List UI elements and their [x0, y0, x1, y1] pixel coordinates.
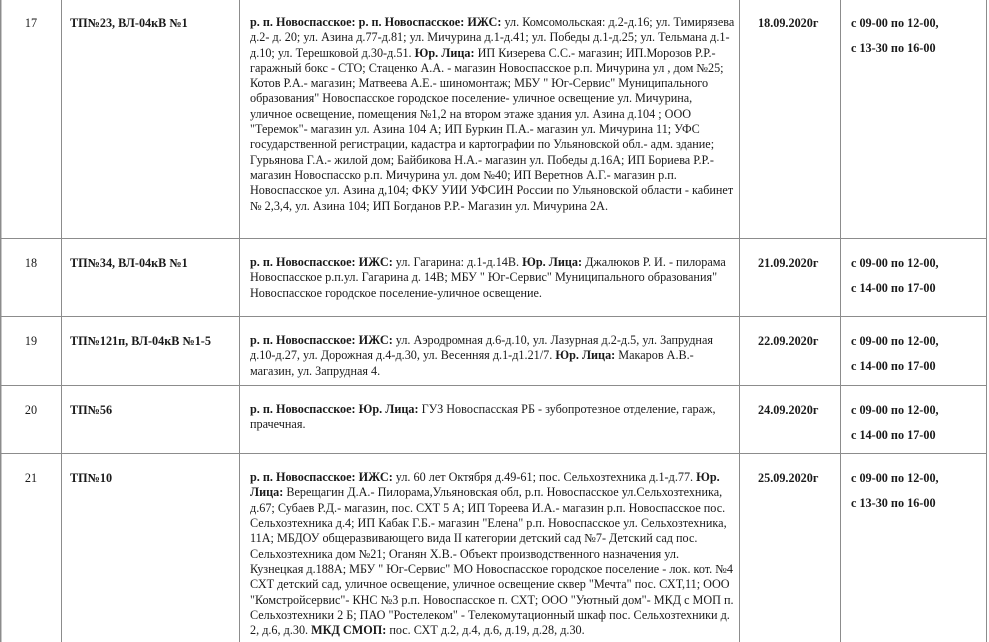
- address-text: ул. Аэродромная д.6-д.10, ул. Лазурная д.2-д.5, ул. Запрудная д.10-д.27, ул. Дорожная д.4-д.30, ул. Весенняя д.1-д1.21/7.: [250, 333, 713, 363]
- time-interval: с 14-00 по 17-00: [851, 427, 936, 442]
- table-row: [1, 317, 987, 386]
- address-text: Верещагин Д.А.- Пилорама,Ульяновская обл, р.п. Новоспасское ул.Сельхозтехника, д.67; Субаев Р.Д.- магазин, пос. СХТ 5 А; ИП Тореева И.А.- магазин р.п. Новоспасское пос. Сельхозтехника д.4; ИП Кабак Г.Б.- магазин "Елена" р.п. Новоспасское ул. Сельхозтехника, 11А; МБДОУ общеразвивающего вида II категории детский сад №7- Детский сад пос. Сельхозтехника дом №21; Оганян Х.В.- Объект производственного назначения ул. Кузнецкая д.188А; МБУ " Юг-Сервис" МО Новоспасское городское поселение - лок. кот. №4 СХТ детский сад, уличное освещение, уличное освещение сквер "Мечта" пос. СХТ,11; ООО "Комстройсервис"- КНС №3 р.п. Новоспасское п. СХТ; ООО "Уютный дом"- МКД с МОП п. Сельхозтехники 2 Б; ПАО "Ростелеком" - Телекомутационный шкаф пос. Сельхозтехники д. 2, д.6, д.30.: [250, 485, 734, 638]
- substation-line: ТП№10: [62, 454, 240, 642]
- table-row: [1, 0, 987, 239]
- address-text: ул. Комсомольская: д.2-д.16; ул. Тимирязева д.2- д. 20; ул. Азина д.77-д.81; ул. Мичурина д.1-д.41; ул. Победы д.1-д.25; ул. Тельмана д.1-д.10; ул. Терешковой д.30-д.51.: [250, 15, 735, 60]
- table-row: [1, 454, 987, 642]
- address-heading: Юр. Лица:: [250, 470, 720, 500]
- address-heading: р. п. Новоспасское: ИЖС:: [250, 333, 393, 347]
- address-text: ул. 60 лет Октября д.49-61; пос. Сельхозтехника д.1-д.77.: [392, 470, 697, 485]
- outage-time: [841, 0, 987, 239]
- affected-addresses: [240, 317, 740, 386]
- address-heading: р. п. Новоспасское: ИЖС:: [250, 470, 393, 485]
- affected-addresses: [240, 239, 740, 317]
- table-row: [1, 239, 987, 317]
- address-text: Макаров А.В.- магазин, ул. Запрудная 4.: [250, 348, 694, 378]
- outage-date: 25.09.2020г: [740, 454, 841, 642]
- time-interval: с 14-00 по 17-00: [851, 359, 936, 374]
- address-heading: р. п. Новоспасское: р. п. Новоспасское: ИЖС:: [250, 15, 502, 29]
- table-body: [1, 0, 987, 642]
- row-number: 18: [1, 239, 62, 317]
- outage-date: 21.09.2020г: [740, 239, 841, 317]
- outage-date: 22.09.2020г: [740, 317, 841, 386]
- time-interval: с 13-30 по 16-00: [851, 496, 936, 511]
- time-interval: с 09-00 по 12-00,: [851, 16, 939, 30]
- row-number: 21: [1, 454, 62, 642]
- address-heading: р. п. Новоспасское: ИЖС:: [250, 255, 393, 269]
- affected-addresses: [240, 0, 740, 239]
- outage-time: [841, 454, 987, 642]
- row-number: 20: [1, 385, 62, 454]
- time-interval: с 09-00 по 12-00,: [851, 402, 939, 417]
- substation-line: ТП№121п, ВЛ-04кВ №1-5: [62, 317, 240, 386]
- table-row: [1, 385, 987, 454]
- address-heading: Юр. Лица:: [555, 348, 616, 363]
- address-text: пос. СХТ д.2, д.4, д.6, д.19, д.28, д.30.: [386, 623, 585, 638]
- time-interval: с 09-00 по 12-00,: [851, 256, 939, 270]
- outage-date: 24.09.2020г: [740, 385, 841, 454]
- address-heading: Юр. Лица:: [414, 45, 475, 60]
- row-number: 19: [1, 317, 62, 386]
- address-heading: МКД СМОП:: [311, 623, 387, 638]
- affected-addresses: [240, 454, 740, 642]
- outage-date: 18.09.2020г: [740, 0, 841, 239]
- time-interval: с 13-30 по 16-00: [851, 41, 936, 56]
- time-interval: с 09-00 по 12-00,: [851, 471, 939, 486]
- address-text: ИП Кизерева С.С.- магазин; ИП.Морозов Р.Р.- гаражный бокс - СТО; Стаценко А.А. - магазин Новоспасское р.п. Мичурина ул , дом №25; Котов Р.А.- магазин; Матвеева А.Е.- шиномонтаж; МБУ " Юг-Сервис" Муниципального образования" Новоспасское городское поселение- уличное освещение ул. Мичурина, уличное освещение, помещения №1,2 на втором этаже здания ул. Азина д.104 ; ООО "Теремок"- магазин ул. Азина 104 А; ИП Буркин П.А.- магазин ул. Мичурина 11; УФС государственной регистрации, кадастра и картографии по Ульяновской обл.- адм. здание; Гурьянова Г.А.- жилой дом; Байбикова Н.А.- магазин ул. Победы д.16А; ИП Бориева Р.Р.- магазин Новоспасско р.п. Мичурина ул. дом №40; ИП Веретнов А.Г.- магазин р.п. Новоспасское ул. Азина д,104; ФКУ УИИ УФСИН России по Ульяновской области - кабинет № 2,3,4, ул. Азина 104; ИП Богданов Р.Р.- Магазин ул. Мичурина 2А.: [250, 45, 734, 213]
- address-text: ул. Гагарина: д.1-д.14В.: [392, 255, 523, 269]
- row-number: 17: [1, 0, 62, 239]
- outage-time: [841, 317, 987, 386]
- time-interval: с 14-00 по 17-00: [851, 281, 936, 296]
- address-heading: Юр. Лица:: [522, 255, 583, 269]
- outage-time: [841, 385, 987, 454]
- substation-line: ТП№56: [62, 385, 240, 454]
- outage-time: [841, 239, 987, 317]
- address-text: Джалюков Р. И. - пилорама Новоспасское р.п.ул. Гагарина д. 14В; МБУ " Юг-Сервис" Муниципального образования" Новоспасское городское поселение-уличное освещение.: [250, 255, 726, 300]
- address-heading: р. п. Новоспасское: Юр. Лица:: [250, 401, 419, 416]
- substation-line: ТП№23, ВЛ-04кВ №1: [62, 0, 240, 239]
- substation-line: ТП№34, ВЛ-04кВ №1: [62, 239, 240, 317]
- address-text: ГУЗ Новоспасская РБ - зубопротезное отделение, гараж, прачечная.: [250, 401, 716, 431]
- time-interval: с 09-00 по 12-00,: [851, 334, 939, 348]
- affected-addresses: [240, 385, 740, 454]
